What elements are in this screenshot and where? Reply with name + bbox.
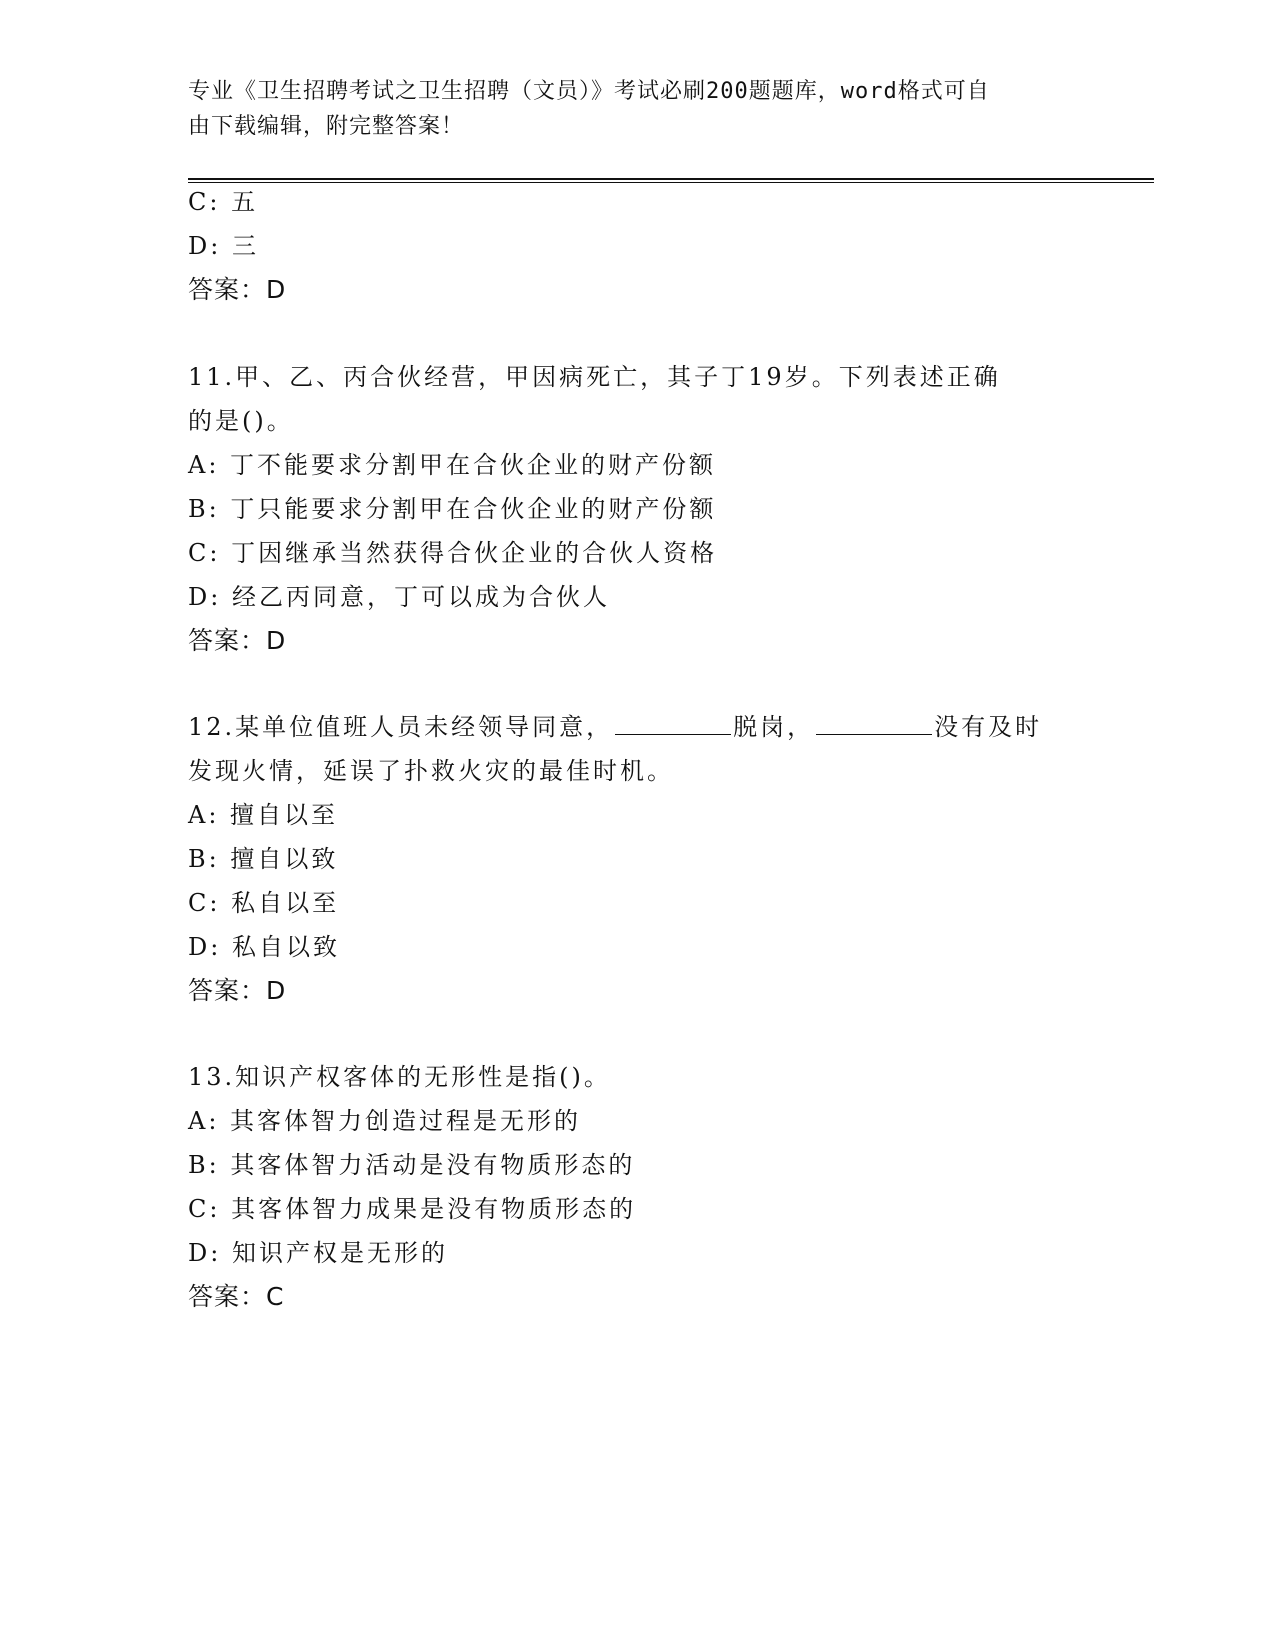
header-rule-thick — [188, 178, 1154, 180]
question-12-stem-part-2: 脱岗， — [733, 713, 815, 741]
option-c: C: 五 — [188, 188, 259, 216]
question-13-answer: 答案：C — [188, 1282, 285, 1311]
option-d: D: 三 — [188, 232, 259, 260]
fill-in-blank-2 — [816, 712, 932, 735]
question-13-stem: 13.知识产权客体的无形性是指()。 — [188, 1063, 611, 1091]
question-12-stem-part-1: 12.某单位值班人员未经领导同意， — [188, 713, 614, 741]
question-11-option-c: C: 丁因继承当然获得合伙企业的合伙人资格 — [188, 539, 718, 567]
question-12-stem-line-2: 发现火情，延误了扑救火灾的最佳时机。 — [188, 757, 674, 785]
question-11-option-d: D: 经乙丙同意，丁可以成为合伙人 — [188, 583, 610, 611]
question-12-option-b: B: 擅自以致 — [188, 845, 339, 873]
question-13-option-d: D: 知识产权是无形的 — [188, 1239, 448, 1267]
question-11-answer: 答案：D — [188, 626, 287, 655]
answer-line: 答案：D — [188, 275, 287, 304]
question-12-stem-part-3: 没有及时 — [934, 713, 1043, 741]
header-rule-thin — [188, 182, 1154, 183]
question-11-option-a: A: 丁不能要求分割甲在合伙企业的财产份额 — [188, 451, 717, 479]
question-13-option-b: B: 其客体智力活动是没有物质形态的 — [188, 1151, 636, 1179]
question-11-stem-line-1: 11.甲、乙、丙合伙经营，甲因病死亡，其子丁19岁。下列表述正确 — [188, 363, 1001, 391]
question-12-stem-line-1 — [188, 711, 1042, 743]
question-12-answer: 答案：D — [188, 976, 287, 1005]
question-11-option-b: B: 丁只能要求分割甲在合伙企业的财产份额 — [188, 495, 717, 523]
header-line-2: 由下载编辑，附完整答案！ — [188, 114, 465, 139]
question-12-option-c: C: 私自以至 — [188, 889, 340, 917]
question-13-option-a: A: 其客体智力创造过程是无形的 — [188, 1107, 582, 1135]
page-header — [188, 74, 1068, 144]
question-13-option-c: C: 其客体智力成果是没有物质形态的 — [188, 1195, 637, 1223]
question-12-option-a: A: 擅自以至 — [188, 801, 339, 829]
fill-in-blank-1 — [615, 712, 731, 735]
header-line-1: 专业《卫生招聘考试之卫生招聘（文员）》考试必刷200题题库，word格式可自 — [188, 79, 990, 104]
question-12-option-d: D: 私自以致 — [188, 933, 340, 961]
question-11-stem-line-2: 的是()。 — [188, 407, 294, 435]
